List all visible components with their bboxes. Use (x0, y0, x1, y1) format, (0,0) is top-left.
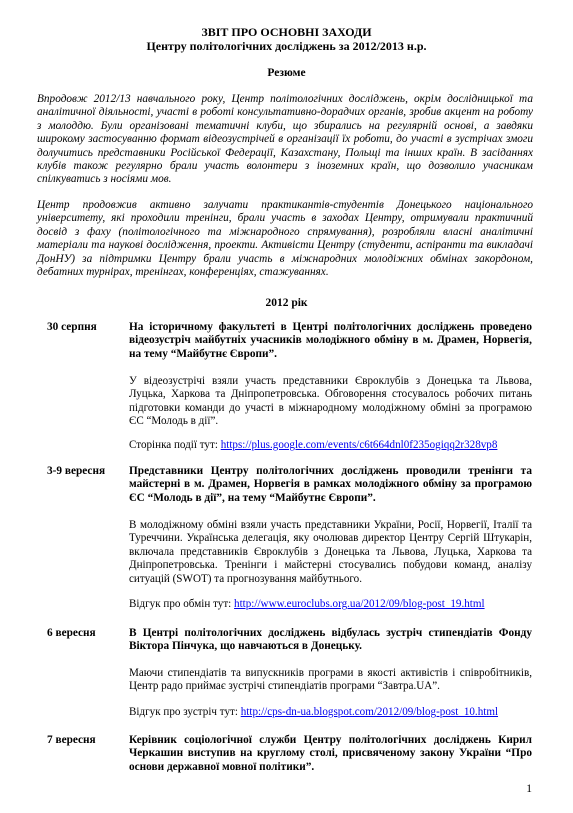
event-link-line (129, 439, 549, 452)
report-subtitle: Центру політологічних досліджень за 2012/2013 н.р. (146, 39, 427, 53)
page-number: 1 (526, 783, 532, 795)
year-heading: 2012 рік (265, 297, 308, 309)
event-link-label: Сторінка події тут: (129, 439, 221, 451)
event-date: 7 вересня (47, 734, 96, 746)
event-date: 6 вересня (47, 627, 96, 639)
event-link[interactable]: http://cps-dn-ua.blogspot.com/2012/09/blog-post_10.html (240, 706, 499, 718)
event-title: На історичному факультеті в Центрі політологічних досліджень проведено відеозустріч майбутніх учасників молодіжного обміну в м. Драмен, Норвегія, на тему “Майбутнє Європи”. (129, 321, 532, 360)
event-body: В молодіжному обміні взяли участь представники України, Росії, Норвегії, Італії та Туреччини. Українська делегація, яку очолював директор Центру Сергій Штукарін, включала представників Євроклубів з Донецька та Львова, Луцька, Харкова та Дніпропетровська. Тренінги і майстерні стосувались побудови команд, аналізу ситуацій (SWOT) та прогнозування майбутнього. (129, 519, 532, 585)
intro-paragraph-1: Впродовж 2012/13 навчального року, Центр політологічних досліджень, окрім дослідницької та аналітичної діяльності, участі в роботі консультативно-дорадчих органів, зробив акцент на роботу з молоддю. Були організовані тематичні клуби, що збирались на регулярній основі, а завдяки широкому застосуванню формат відеозустрічей в організації їх роботи, до участі в зустрічах змоги долучитись представники Російської Федерації, Казахстану, Польщі та інших країн. В засіданнях клубів також регулярно брали участь волонтери з іноземних країн, що дозволило учасникам спілкуватись з носіями мов. (37, 93, 533, 186)
event-body: Маючи стипендіатів та випускників програми в якості активістів і співробітників, Центр радо приймає зустрічі стипендіатів програми “Завтра.UA”. (129, 667, 532, 693)
event-date: 3-9 вересня (47, 465, 106, 477)
event-link[interactable]: http://www.euroclubs.org.ua/2012/09/blog-post_19.html (234, 598, 485, 610)
event-title: В Центрі політологічних досліджень відбулась зустріч стипендіатів Фонду Віктора Пінчука, що навчаються в Донецьку. (129, 627, 532, 653)
resume-heading: Резюме (267, 67, 306, 79)
event-link-line (129, 706, 549, 719)
event-link-line (129, 598, 549, 611)
event-title: Керівник соціологічної служби Центру політологічних досліджень Кирил Черкашин виступив на круглому столі, присвяченому закону України “Про основи державної мовної політики”. (129, 734, 532, 773)
event-title: Представники Центру політологічних досліджень проводили тренінги та майстерні в м. Драмен, Норвегія в рамках молодіжного обміну за програмою ЄС “Молодь в дії”, на тему “Майбутнє Європи”. (129, 465, 532, 504)
event-date: 30 серпня (47, 321, 97, 333)
intro-paragraph-2: Центр продовжив активно залучати практикантів-студентів Донецького національного університету, які проходили тренінги, брали участь в заходах Центру, отримували практичний досвід з фаху (політологічного та міжнародного спрямування), розробляли власні аналітичні матеріали та наукові дослідження, проекти. Активісти Центру (студенти, аспіранти та викладачі ДонНУ) за підтримки Центру брали участь в міжнародних молодіжних обмінах закордоном, дебатних турнірах, тренінгах, конференціях, стажуваннях. (37, 199, 533, 279)
event-link[interactable]: https://plus.google.com/events/c6t664dnl0f235ogiqq2r328vp8 (220, 439, 498, 451)
report-title: ЗВІТ ПРО ОСНОВНІ ЗАХОДИ (201, 25, 372, 39)
event-link-label: Відгук про зустріч тут: (129, 706, 241, 718)
event-body: У відеозустрічі взяли участь представники Євроклубів з Донецька та Львова, Луцька, Харкова та Дніпропетровська. Обговорення стосувалось робочих питань підготовки команди до участі в міжнародному молодіжному обміні за програмою ЄС “Молодь в дії”. (129, 375, 532, 428)
event-link-label: Відгук про обмін тут: (129, 598, 235, 610)
